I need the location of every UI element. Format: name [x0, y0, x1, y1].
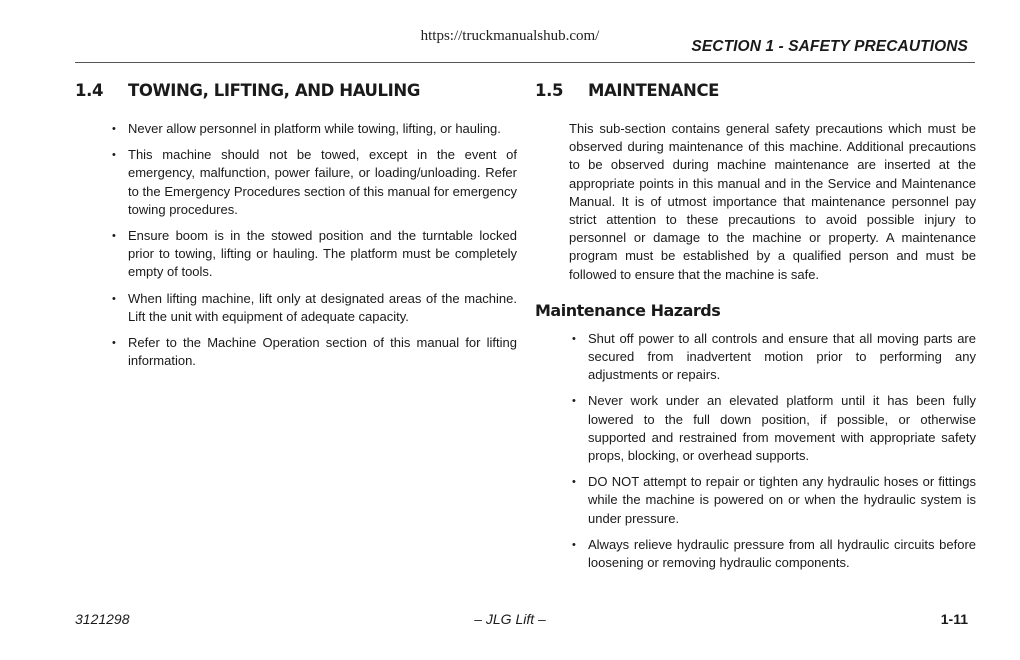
section-header: SECTION 1 - SAFETY PRECAUTIONS: [691, 38, 968, 55]
bullet-icon: •: [112, 337, 116, 350]
bullet-icon: •: [572, 332, 576, 345]
list-item: [535, 330, 976, 385]
list-item-text: This machine should not be towed, except in the event of emergency, malfunction, power failure, or loading/unloading. Refer to the Emergency Procedures section of this manual for emergency towing procedures.: [128, 147, 517, 217]
bullet-icon: •: [112, 149, 116, 162]
maintenance-hazards-heading: Maintenance Hazards: [535, 300, 721, 320]
source-url[interactable]: https://truckmanualshub.com/: [420, 28, 600, 44]
header-rule: [75, 62, 975, 63]
section-heading-maintenance: [535, 78, 976, 104]
list-item-text: Refer to the Machine Operation section of this manual for lifting information.: [128, 335, 517, 369]
page-number: 1-11: [940, 611, 968, 627]
list-item-text: DO NOT attempt to repair or tighten any hydraulic hoses or fittings while the machine is powered on or when the hydraulic system is under pressure.: [588, 474, 976, 526]
list-item: [75, 227, 517, 282]
list-item: [75, 334, 517, 370]
section-title: TOWING, LIFTING, AND HAULING: [128, 81, 420, 100]
list-item-text: Shut off power to all controls and ensure that all moving parts are secured from inadvertent motion prior to performing any adjustments or repairs.: [588, 330, 976, 383]
bullet-icon: •: [112, 123, 116, 135]
list-item-text: Always relieve hydraulic pressure from all hydraulic circuits before loosening or removing hydraulic components.: [588, 536, 976, 571]
section-title: MAINTENANCE: [588, 81, 720, 100]
list-item: [535, 536, 976, 572]
list-item-text: Never work under an elevated platform until it has been fully lowered to the full down position, if possible, or otherwise supported and restrained from movement with appropriate safety props, blocking, or overhead supports.: [588, 393, 976, 464]
list-item: [75, 146, 517, 219]
list-item-text: Ensure boom is in the stowed position and the turntable locked prior to towing, lifting or hauling. The platform must be completely empty of tools.: [128, 228, 517, 280]
towing-bullet-list: [75, 120, 517, 370]
section-number: 1.5: [535, 81, 564, 100]
section-number: 1.4: [75, 81, 104, 100]
left-column: [75, 78, 517, 378]
bullet-icon: •: [572, 476, 576, 489]
footer-brand: – JLG Lift –: [474, 611, 546, 627]
list-item: [75, 290, 517, 326]
list-item: [535, 392, 976, 465]
right-column: [535, 78, 976, 580]
list-item-text: When lifting machine, lift only at designated areas of the machine. Lift the unit with equipment of adequate capacity.: [128, 290, 517, 324]
document-number: 3121298: [75, 611, 130, 627]
hazards-bullet-list: [535, 330, 976, 572]
bullet-icon: •: [572, 395, 576, 408]
bullet-icon: •: [572, 538, 576, 551]
maintenance-intro-paragraph: This sub-section contains general safety precautions which must be observed during maintenance of this machine. Additional precautions to be observed during machine maintenance are inserted at the appropriate points in this manual and in the Service and Maintenance Manual. It is of utmost importance that maintenance personnel pay strict attention to these precautions to avoid possible injury to personnel or damage to the machine or property. A maintenance program must be established by a qualified person and must be followed to ensure that the machine is safe.: [569, 121, 976, 282]
list-item-text: Never allow personnel in platform while towing, lifting, or hauling.: [128, 121, 501, 136]
bullet-icon: •: [112, 230, 116, 243]
bullet-icon: •: [112, 292, 116, 305]
list-item: [75, 120, 517, 138]
list-item: [535, 473, 976, 528]
section-heading-towing: [75, 78, 517, 104]
